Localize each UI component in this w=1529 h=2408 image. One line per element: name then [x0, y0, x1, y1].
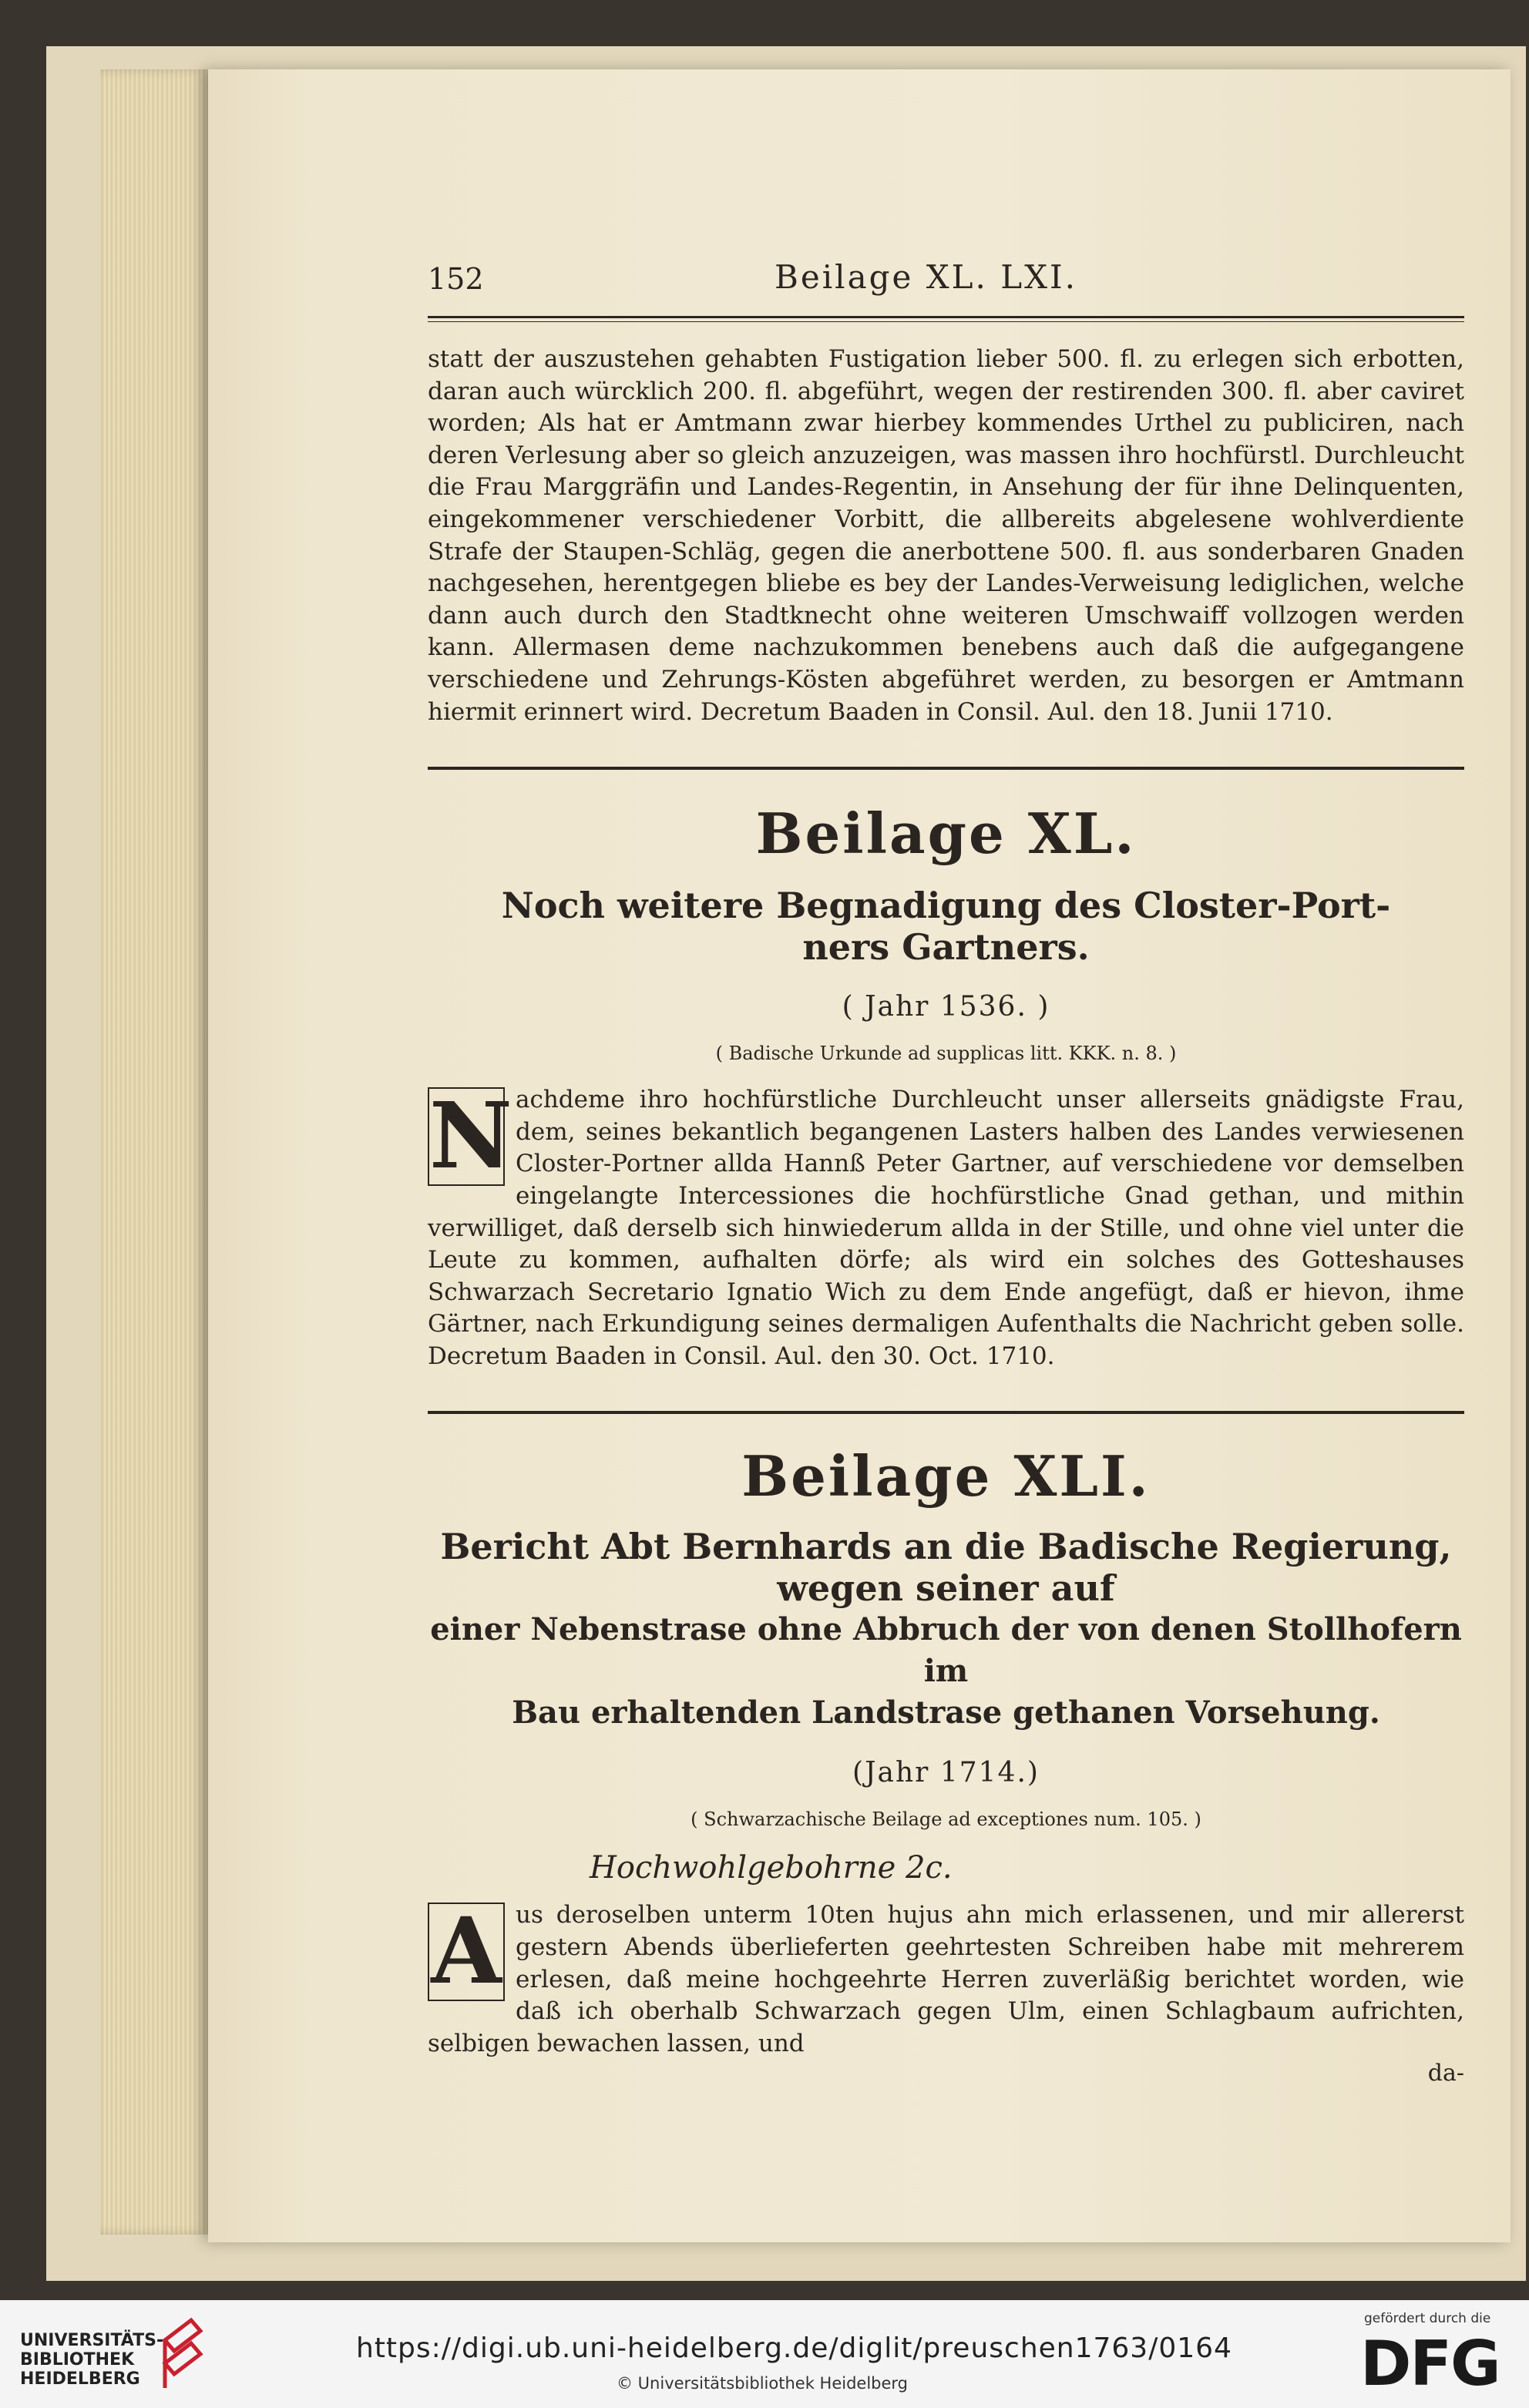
section-subtitle-xli: [428, 1526, 1464, 1734]
subtitle-line: ners Gartners.: [802, 926, 1090, 969]
library-name-line: UNIVERSITÄTS-: [20, 2331, 164, 2350]
subtitle-line: Noch weitere Begnadigung des Closter-Port-: [501, 885, 1391, 927]
viewer-footer: [0, 2300, 1529, 2408]
funding-note: gefördert durch die: [1364, 2311, 1491, 2326]
section-heading-xl: Beilage XL.: [755, 801, 1137, 867]
section-year-xl: ( Jahr 1536. ): [842, 991, 1050, 1023]
dfg-logo: DFG: [1360, 2328, 1500, 2400]
section-body-xl: [428, 1084, 1464, 1372]
permalink-url[interactable]: https://digi.ub.uni-heidelberg.de/diglit/preuschen1763/0164: [356, 2332, 1232, 2364]
section-divider: [428, 1411, 1464, 1414]
section-subtitle-xl: [428, 885, 1464, 968]
section-body-xli: [428, 1899, 1464, 2060]
running-title: Beilage XL. LXI.: [775, 258, 1077, 296]
page-content: [428, 254, 1464, 2087]
library-name-line: BIBLIOTHEK: [20, 2350, 135, 2369]
library-name-line: HEIDELBERG: [20, 2369, 140, 2389]
body-paragraph: us deroselben unterm 10ten hujus ahn mich erlassenen, und mir allererst gestern Abends überlieferten geehrtesten Schreiben habe mit mehrerem erlesen, daß meine hochgeehrte Herren zuverläßig berichtet worden, wie daß ich oberhalb Schwarzach gegen Ulm, einen Schlagbaum aufrichten, selbigen bewachen lassen, und: [428, 1901, 1464, 2057]
running-head: [428, 254, 1464, 301]
library-name: [20, 2331, 163, 2389]
salutation: Hochwohlgebohrne 2c.: [590, 1850, 953, 1886]
page-number: 152: [428, 262, 484, 296]
drop-cap: N: [429, 1082, 512, 1190]
section-divider: [428, 767, 1464, 770]
section-source-xli: ( Schwarzachische Beilage ad exceptiones num. 105. ): [691, 1809, 1201, 1831]
continuation-paragraph: statt der auszustehen gehabten Fustigation lieber 500. fl. zu erlegen sich erbotten, daran auch würcklich 200. fl. abgeführt, wegen der restirenden 300. fl. aber caviret worden; Als hat er Amtmann zwar hierbey kommendes Urthel zu publiciren, nach deren Verlesung aber so gleich anzuzeigen, was massen ihro hochfürstl. Durchleucht die Frau Marggräfin und Landes-Regentin, in Ansehung der für ihne Delinquenten, eingekommener verschiedener Vorbitt, die allbereits abgelesene wohlverdiente Strafe der Staupen-Schläg, gegen die anerbottene 500. fl. aus sonderbaren Gnaden nachgesehen, herentgegen bliebe es bey der Landes-Verweisung lediglichen, welche dann auch durch den Stadtknecht ohne weiteren Umschwaiff vollzogen werden kann. Allermasen deme nachzukommen benebens auch daß die aufgegangene verschiedene und Zehrungs-Kösten abgeführet werden, zu besorgen er Amtmann hiermit erinnert wird. Decretum Baaden in Consil. Aul. den 18. Junii 1710.: [428, 345, 1464, 726]
page-edges: [100, 69, 208, 2235]
body-paragraph: achdeme ihro hochfürstliche Durchleucht unser allerseits gnädigste Frau, dem, seines bekantlich begangenen Lasters halben des Landes verwiesenen Closter-Portner allda Hannß Peter Gartner, auf verschiedene vor demselben eingelangte Intercessiones die hochfürstliche Gnad gethan, und mithin verwilliget, daß derselb sich hinwiederum allda in der Stille, und ohne viel unter die Leute zu kommen, aufhalten dörfe; als wird ein solches des Gotteshauses Schwarzach Secretario Ignatio Wich zu dem Ende angefügt, daß er hievon, ihme Gärtner, nach Erkundigung seines dermaligen Aufenthalts die Nachricht geben solle. Decretum Baaden in Consil. Aul. den 30. Oct. 1710.: [428, 1086, 1464, 1370]
subtitle-line: einer Nebenstrase ohne Abbruch der von denen Stollhofern im: [430, 1611, 1462, 1690]
drop-cap: A: [428, 1903, 505, 2001]
copyright-notice: © Universitätsbibliothek Heidelberg: [617, 2374, 909, 2393]
section-heading-xli: Beilage XLI.: [741, 1443, 1151, 1510]
section-year-xli: (Jahr 1714.): [852, 1757, 1040, 1789]
section-source-xl: ( Badische Urkunde ad supplicas litt. KKK. n. 8. ): [715, 1043, 1177, 1065]
header-rule: [428, 316, 1464, 322]
library-logo-icon: [160, 2317, 203, 2391]
catchword: da-: [1427, 2060, 1464, 2087]
subtitle-line: Bau erhaltenden Landstrase gethanen Vorsehung.: [512, 1694, 1380, 1731]
subtitle-line: Bericht Abt Bernhards an die Badische Regierung, wegen seiner auf: [440, 1526, 1452, 1610]
